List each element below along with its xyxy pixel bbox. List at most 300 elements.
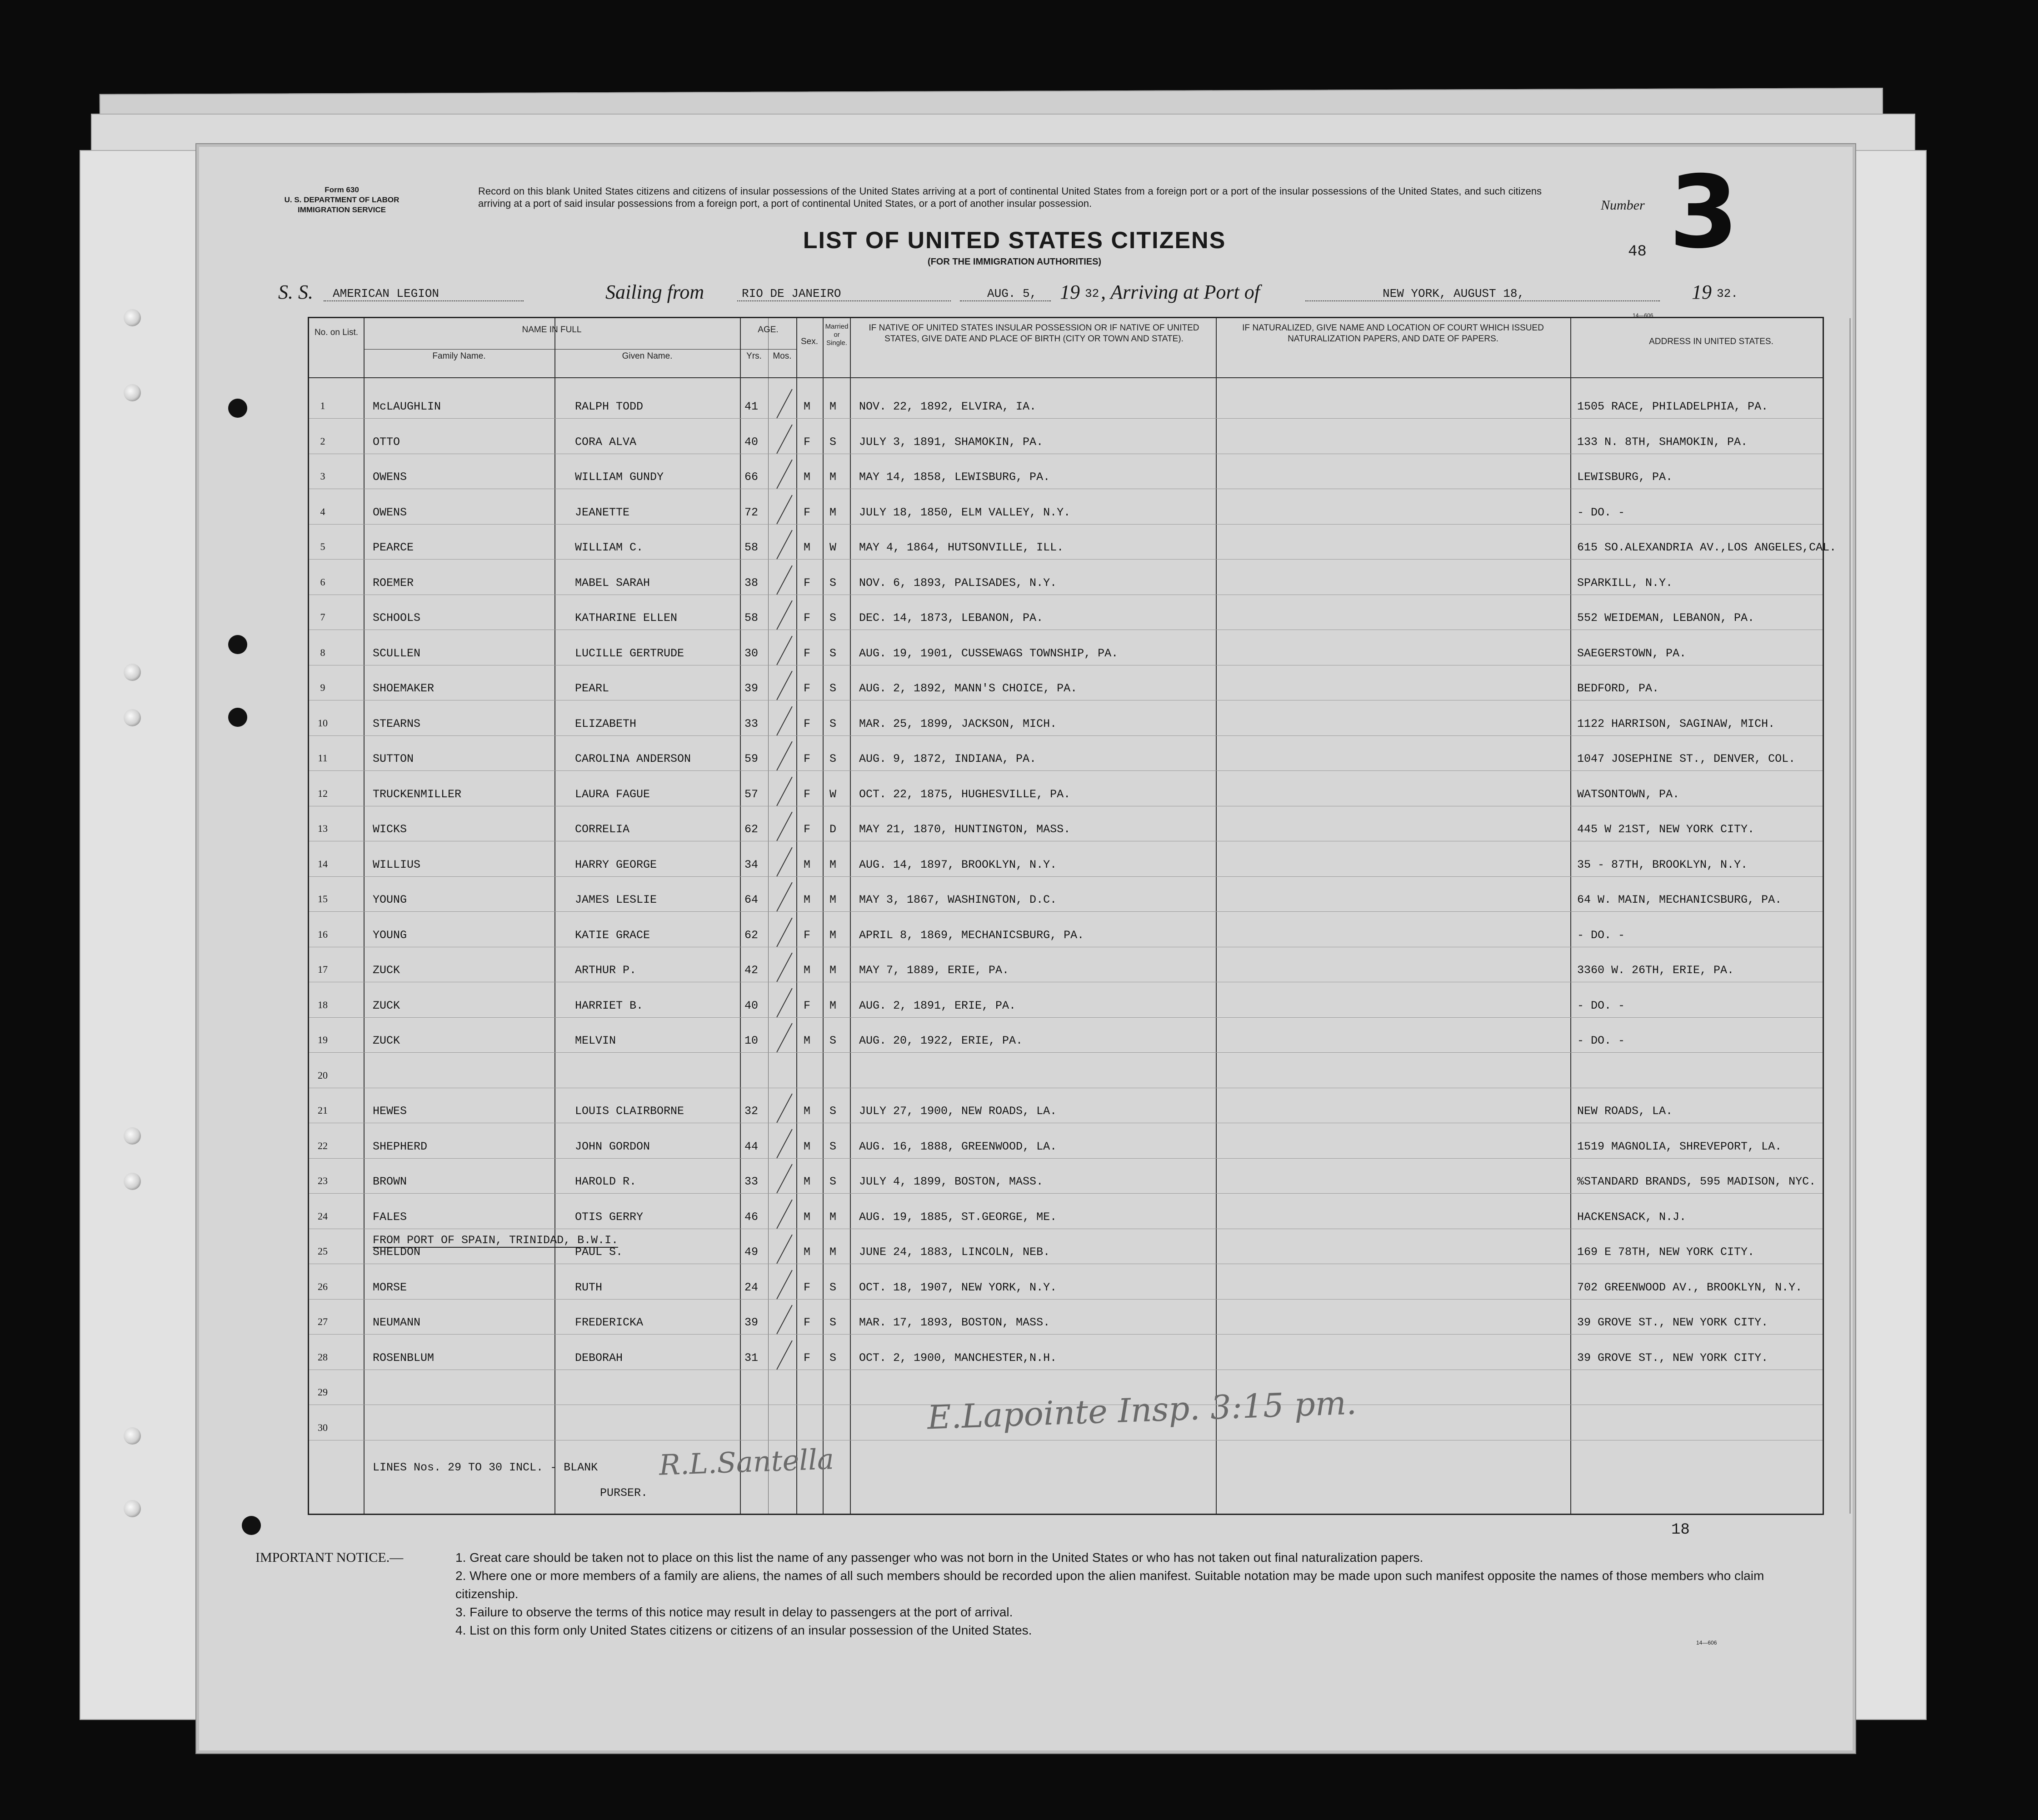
address: - DO. - bbox=[1577, 1034, 1625, 1047]
sex: M bbox=[804, 470, 811, 484]
check-mark bbox=[776, 776, 793, 806]
marital-status: M bbox=[829, 470, 837, 484]
given-name: JOHN GORDON bbox=[575, 1140, 650, 1153]
given-name: MABEL SARAH bbox=[575, 576, 650, 590]
age-years: 57 bbox=[744, 787, 759, 801]
marital-status: M bbox=[829, 999, 837, 1012]
given-name: HAROLD R. bbox=[575, 1175, 637, 1188]
marital-status: S bbox=[829, 1175, 837, 1188]
age-years: 72 bbox=[744, 505, 759, 519]
row-rule bbox=[309, 770, 1823, 771]
passenger-table bbox=[308, 317, 1837, 1515]
family-name: PEARCE bbox=[373, 541, 414, 554]
address: 1519 MAGNOLIA, SHREVEPORT, LA. bbox=[1577, 1140, 1782, 1153]
marital-status: S bbox=[829, 1140, 837, 1153]
notice-item: 3. Failure to observe the terms of this notice may result in delay to passengers at the port of arrival. bbox=[455, 1605, 1013, 1619]
sex: M bbox=[804, 893, 811, 906]
number-label: Number bbox=[1601, 198, 1645, 213]
check-mark bbox=[776, 1235, 793, 1264]
row-number: 2 bbox=[320, 435, 325, 447]
family-name: OWENS bbox=[373, 470, 407, 484]
sex: F bbox=[804, 435, 811, 449]
row-number: 10 bbox=[318, 717, 328, 729]
age-years: 39 bbox=[744, 682, 759, 695]
sailing-date: AUG. 5, bbox=[987, 287, 1037, 300]
age-years: 32 bbox=[744, 1105, 759, 1118]
marital-status: S bbox=[829, 1351, 837, 1365]
notice-item: 1. Great care should be taken not to place on this list the name of any passenger who was not born in the United States or who has not taken out final naturalization papers. bbox=[455, 1550, 1424, 1565]
family-name: SHOEMAKER bbox=[373, 682, 435, 695]
check-mark bbox=[776, 1305, 793, 1335]
family-name: SHEPHERD bbox=[373, 1140, 428, 1153]
sex: F bbox=[804, 1316, 811, 1329]
address: 445 W 21ST, NEW YORK CITY. bbox=[1577, 823, 1755, 836]
birth-date-place: MAY 14, 1858, LEWISBURG, PA. bbox=[859, 470, 1050, 484]
age-years: 62 bbox=[744, 823, 759, 836]
given-name: JAMES LESLIE bbox=[575, 893, 657, 906]
row-number: 12 bbox=[318, 787, 328, 799]
age-years: 33 bbox=[744, 1175, 759, 1188]
punch-hole bbox=[242, 1516, 261, 1535]
check-mark bbox=[776, 847, 793, 876]
row-number: 20 bbox=[318, 1069, 328, 1081]
sex: M bbox=[804, 541, 811, 554]
family-name: STEARNS bbox=[373, 717, 421, 730]
sex: F bbox=[804, 823, 811, 836]
ss-label: S. S. bbox=[278, 281, 313, 303]
birth-date-place: DEC. 14, 1873, LEBANON, PA. bbox=[859, 611, 1044, 625]
family-name: BROWN bbox=[373, 1175, 407, 1188]
address: - DO. - bbox=[1577, 999, 1625, 1012]
row-number: 17 bbox=[318, 964, 328, 975]
row-rule bbox=[309, 1193, 1823, 1194]
header-naturalized: IF NATURALIZED, GIVE NAME AND LOCATION OF COURT WHICH ISSUED NATURALIZATION PAPERS, AND DATE OF PAPERS. bbox=[1242, 323, 1544, 344]
birth-date-place: AUG. 19, 1885, ST.GEORGE, ME. bbox=[859, 1210, 1057, 1224]
sex: F bbox=[804, 682, 811, 695]
given-name: MELVIN bbox=[575, 1034, 616, 1047]
check-mark bbox=[776, 600, 793, 630]
sex: F bbox=[804, 646, 811, 660]
age-years: 10 bbox=[744, 1034, 759, 1047]
birth-date-place: JULY 18, 1850, ELM VALLEY, N.Y. bbox=[859, 505, 1071, 519]
birth-date-place: NOV. 6, 1893, PALISADES, N.Y. bbox=[859, 576, 1057, 590]
family-name: ZUCK bbox=[373, 964, 400, 977]
footer-code: 14—606 bbox=[1696, 1640, 1717, 1646]
address: HACKENSACK, N.J. bbox=[1577, 1210, 1687, 1224]
header-married-single: Married or Single. bbox=[825, 323, 849, 347]
family-name: NEUMANN bbox=[373, 1316, 421, 1329]
binder-hole bbox=[124, 1500, 141, 1517]
birth-date-place: OCT. 2, 1900, MANCHESTER,N.H. bbox=[859, 1351, 1057, 1365]
marital-status: S bbox=[829, 1316, 837, 1329]
row-number: 23 bbox=[318, 1175, 328, 1186]
sex: M bbox=[804, 1210, 811, 1224]
given-name: RUTH bbox=[575, 1280, 603, 1294]
given-name: ARTHUR P. bbox=[575, 964, 637, 977]
birth-date-place: AUG. 2, 1892, MANN'S CHOICE, PA. bbox=[859, 682, 1078, 695]
marital-status: S bbox=[829, 576, 837, 590]
age-years: 42 bbox=[744, 964, 759, 977]
given-name: CORRELIA bbox=[575, 823, 630, 836]
marital-status: S bbox=[829, 646, 837, 660]
row-number: 8 bbox=[320, 646, 325, 658]
given-name: DEBORAH bbox=[575, 1351, 623, 1365]
family-name: YOUNG bbox=[373, 928, 407, 942]
age-years: 33 bbox=[744, 717, 759, 730]
year-prefix: 19 bbox=[1060, 281, 1080, 303]
row-number: 18 bbox=[318, 999, 328, 1010]
check-mark bbox=[776, 635, 793, 665]
age-years: 24 bbox=[744, 1280, 759, 1294]
address: %STANDARD BRANDS, 595 MADISON, NYC. bbox=[1577, 1175, 1816, 1188]
address: BEDFORD, PA. bbox=[1577, 682, 1659, 695]
age-years: 46 bbox=[744, 1210, 759, 1224]
address: - DO. - bbox=[1577, 505, 1625, 519]
sex: F bbox=[804, 752, 811, 765]
sex: M bbox=[804, 858, 811, 871]
punch-hole bbox=[228, 635, 247, 654]
marital-status: M bbox=[829, 964, 837, 977]
address: 39 GROVE ST., NEW YORK CITY. bbox=[1577, 1316, 1768, 1329]
birth-date-place: AUG. 16, 1888, GREENWOOD, LA. bbox=[859, 1140, 1057, 1153]
address: 1122 HARRISON, SAGINAW, MICH. bbox=[1577, 717, 1775, 730]
header-given-name: Given Name. bbox=[622, 351, 673, 361]
family-name: MORSE bbox=[373, 1280, 407, 1294]
family-name: ROEMER bbox=[373, 576, 414, 590]
marital-status: M bbox=[829, 928, 837, 942]
row-number: 4 bbox=[320, 505, 325, 517]
address: NEW ROADS, LA. bbox=[1577, 1105, 1673, 1118]
marital-status: M bbox=[829, 893, 837, 906]
address: 1047 JOSEPHINE ST., DENVER, COL. bbox=[1577, 752, 1796, 765]
arriving-year: 32. bbox=[1717, 287, 1738, 300]
address: 552 WEIDEMAN, LEBANON, PA. bbox=[1577, 611, 1755, 625]
row-number: 27 bbox=[318, 1316, 328, 1327]
family-name: WILLIUS bbox=[373, 858, 421, 871]
row-number: 16 bbox=[318, 928, 328, 940]
row-number: 14 bbox=[318, 858, 328, 870]
marital-status: M bbox=[829, 858, 837, 871]
family-name: ROSENBLUM bbox=[373, 1351, 435, 1365]
check-mark bbox=[776, 424, 793, 454]
row-number: 11 bbox=[318, 752, 328, 764]
given-name: JEANETTE bbox=[575, 505, 630, 519]
row-number: 25 bbox=[318, 1245, 328, 1257]
family-name: ZUCK bbox=[373, 999, 400, 1012]
ship-name: AMERICAN LEGION bbox=[333, 287, 440, 300]
birth-date-place: MAR. 25, 1899, JACKSON, MICH. bbox=[859, 717, 1057, 730]
given-name: HARRY GEORGE bbox=[575, 858, 657, 871]
given-name: KATIE GRACE bbox=[575, 928, 650, 942]
row-number: 5 bbox=[320, 541, 325, 552]
address: 615 SO.ALEXANDRIA AV.,LOS ANGELES,CAL. bbox=[1577, 541, 1837, 554]
given-name: PEARL bbox=[575, 682, 609, 695]
given-name: CORA ALVA bbox=[575, 435, 637, 449]
sex: M bbox=[804, 1175, 811, 1188]
check-mark bbox=[776, 1094, 793, 1123]
binder-hole bbox=[124, 1427, 141, 1445]
address: SAEGERSTOWN, PA. bbox=[1577, 646, 1687, 660]
check-mark bbox=[776, 671, 793, 700]
header-mos: Mos. bbox=[773, 351, 792, 361]
family-name: SHELDON bbox=[373, 1245, 421, 1259]
address: 169 E 78TH, NEW YORK CITY. bbox=[1577, 1245, 1755, 1259]
arriving-label: , Arriving at Port of bbox=[1101, 281, 1260, 303]
row-rule bbox=[309, 524, 1823, 525]
address: WATSONTOWN, PA. bbox=[1577, 787, 1680, 801]
family-name: McLAUGHLIN bbox=[373, 400, 441, 413]
sailing-label: Sailing from bbox=[605, 281, 704, 303]
marital-status: S bbox=[829, 1034, 837, 1047]
header-family-name: Family Name. bbox=[432, 351, 486, 361]
birth-date-place: OCT. 18, 1907, NEW YORK, N.Y. bbox=[859, 1280, 1057, 1294]
birth-date-place: AUG. 19, 1901, CUSSEWAGS TOWNSHIP, PA. bbox=[859, 646, 1119, 660]
binder-hole bbox=[124, 664, 141, 681]
age-years: 44 bbox=[744, 1140, 759, 1153]
row-rule bbox=[309, 876, 1823, 877]
row-number: 9 bbox=[320, 682, 325, 693]
blank-lines-note: LINES Nos. 29 TO 30 INCL. - BLANK bbox=[373, 1461, 598, 1474]
marital-status: S bbox=[829, 1280, 837, 1294]
given-name: LOUIS CLAIRBORNE bbox=[575, 1105, 684, 1118]
check-mark bbox=[776, 495, 793, 524]
page-code: 18 bbox=[1671, 1521, 1690, 1539]
address: 1505 RACE, PHILADELPHIA, PA. bbox=[1577, 400, 1768, 413]
purser-label: PURSER. bbox=[600, 1486, 648, 1500]
sex: F bbox=[804, 787, 811, 801]
given-name: RALPH TODD bbox=[575, 400, 644, 413]
marital-status: S bbox=[829, 752, 837, 765]
age-years: 40 bbox=[744, 999, 759, 1012]
check-mark bbox=[776, 1270, 793, 1299]
age-years: 58 bbox=[744, 541, 759, 554]
check-mark bbox=[776, 917, 793, 947]
age-years: 38 bbox=[744, 576, 759, 590]
row-rule bbox=[309, 1299, 1823, 1300]
age-years: 49 bbox=[744, 1245, 759, 1259]
marital-status: W bbox=[829, 541, 837, 554]
sex: M bbox=[804, 1140, 811, 1153]
given-name: WILLIAM GUNDY bbox=[575, 470, 664, 484]
age-years: 58 bbox=[744, 611, 759, 625]
family-name: WICKS bbox=[373, 823, 407, 836]
check-mark bbox=[776, 988, 793, 1017]
check-mark bbox=[776, 706, 793, 735]
check-mark bbox=[776, 953, 793, 982]
sex: F bbox=[804, 928, 811, 942]
age-years: 40 bbox=[744, 435, 759, 449]
binder-hole bbox=[124, 709, 141, 726]
given-name: LUCILLE GERTRUDE bbox=[575, 646, 684, 660]
row-rule bbox=[309, 1158, 1823, 1159]
age-years: 30 bbox=[744, 646, 759, 660]
list-number: 3 bbox=[1669, 154, 1739, 270]
section-label: FROM PORT OF SPAIN, TRINIDAD, B.W.I. bbox=[373, 1234, 619, 1247]
check-mark bbox=[776, 812, 793, 841]
row-rule bbox=[309, 1017, 1823, 1018]
sex: F bbox=[804, 611, 811, 625]
family-name: SUTTON bbox=[373, 752, 414, 765]
given-name: FREDERICKA bbox=[575, 1316, 644, 1329]
voyage-line bbox=[278, 280, 1833, 308]
row-rule bbox=[309, 418, 1823, 419]
row-number: 1 bbox=[320, 400, 325, 411]
address: 3360 W. 26TH, ERIE, PA. bbox=[1577, 964, 1734, 977]
row-rule bbox=[309, 1334, 1823, 1335]
form-number: Form 630 bbox=[325, 185, 359, 194]
row-rule bbox=[309, 911, 1823, 912]
age-years: 31 bbox=[744, 1351, 759, 1365]
notice-heading: IMPORTANT NOTICE.— bbox=[255, 1550, 404, 1565]
marital-status: S bbox=[829, 1105, 837, 1118]
marital-status: D bbox=[829, 823, 837, 836]
address: 133 N. 8TH, SHAMOKIN, PA. bbox=[1577, 435, 1748, 449]
check-mark bbox=[776, 1129, 793, 1158]
family-name: ZUCK bbox=[373, 1034, 400, 1047]
given-name: LAURA FAGUE bbox=[575, 787, 650, 801]
address: LEWISBURG, PA. bbox=[1577, 470, 1673, 484]
row-rule bbox=[309, 1052, 1823, 1053]
sailing-from: RIO DE JANEIRO bbox=[742, 287, 841, 300]
birth-date-place: AUG. 20, 1922, ERIE, PA. bbox=[859, 1034, 1023, 1047]
row-number: 24 bbox=[318, 1210, 328, 1222]
header-yrs: Yrs. bbox=[746, 351, 762, 361]
row-number: 29 bbox=[318, 1386, 328, 1398]
header-address: ADDRESS IN UNITED STATES. bbox=[1649, 337, 1773, 346]
address: 39 GROVE ST., NEW YORK CITY. bbox=[1577, 1351, 1768, 1365]
row-number: 15 bbox=[318, 893, 328, 905]
header-name-in-full: NAME IN FULL bbox=[522, 325, 582, 335]
row-number: 13 bbox=[318, 823, 328, 834]
sex: F bbox=[804, 999, 811, 1012]
page-subtitle: (FOR THE IMMIGRATION AUTHORITIES) bbox=[927, 257, 1102, 267]
sheet-number: 48 bbox=[1628, 243, 1647, 260]
marital-status: M bbox=[829, 1210, 837, 1224]
age-years: 66 bbox=[744, 470, 759, 484]
header-birth: IF NATIVE OF UNITED STATES INSULAR POSSESSION OR IF NATIVE OF UNITED STATES, GIVE DATE AND PLACE OF BIRTH (CITY OR TOWN AND STATE). bbox=[869, 323, 1199, 344]
notice-item: 4. List on this form only United States citizens or citizens of an insular possession of the United States. bbox=[455, 1623, 1032, 1637]
notice-item: 2. Where one or more members of a family are aliens, the names of all such members should be recorded upon the alien manifest. Suitable notation may be made upon such manifest opposite the names of those members who claim citizenship. bbox=[455, 1569, 1764, 1601]
address: SPARKILL, N.Y. bbox=[1577, 576, 1673, 590]
check-mark bbox=[776, 565, 793, 595]
check-mark bbox=[776, 530, 793, 560]
binder-hole bbox=[124, 384, 141, 401]
family-name: HEWES bbox=[373, 1105, 407, 1118]
row-number: 19 bbox=[318, 1034, 328, 1045]
row-number: 30 bbox=[318, 1421, 328, 1433]
purser-signature: R.L.Santella bbox=[658, 1442, 835, 1482]
given-name: CAROLINA ANDERSON bbox=[575, 752, 691, 765]
page-title: LIST OF UNITED STATES CITIZENS bbox=[803, 227, 1226, 254]
row-number: 21 bbox=[318, 1105, 328, 1116]
birth-date-place: MAY 7, 1889, ERIE, PA. bbox=[859, 964, 1009, 977]
age-years: 59 bbox=[744, 752, 759, 765]
row-number: 7 bbox=[320, 611, 325, 623]
given-name: HARRIET B. bbox=[575, 999, 644, 1012]
family-name: YOUNG bbox=[373, 893, 407, 906]
age-years: 41 bbox=[744, 400, 759, 413]
age-years: 62 bbox=[744, 928, 759, 942]
record-instructions: Record on this blank United States citizens and citizens of insular possessions of the United States arriving at a port of continental United States from a foreign port or a port of the insular possessions of the United States, and such citizens arriving at a port of said insular possessions from a foreign port, a port of continental United States, or a port of another insular possession. bbox=[478, 185, 1542, 209]
header-sex: Sex. bbox=[800, 337, 819, 346]
sex: M bbox=[804, 400, 811, 413]
birth-date-place: MAY 3, 1867, WASHINGTON, D.C. bbox=[859, 893, 1057, 906]
birth-date-place: JULY 3, 1891, SHAMOKIN, PA. bbox=[859, 435, 1044, 449]
sex: M bbox=[804, 1105, 811, 1118]
sex: F bbox=[804, 505, 811, 519]
check-mark bbox=[776, 1164, 793, 1194]
marital-status: S bbox=[829, 717, 837, 730]
arriving-port: NEW YORK, AUGUST 18, bbox=[1383, 287, 1525, 300]
sex: F bbox=[804, 576, 811, 590]
check-mark bbox=[776, 1199, 793, 1229]
birth-date-place: JUNE 24, 1883, LINCOLN, NEB. bbox=[859, 1245, 1050, 1259]
binder-hole bbox=[124, 309, 141, 326]
address: - DO. - bbox=[1577, 928, 1625, 942]
sex: F bbox=[804, 717, 811, 730]
birth-date-place: AUG. 2, 1891, ERIE, PA. bbox=[859, 999, 1016, 1012]
birth-date-place: JULY 27, 1900, NEW ROADS, LA. bbox=[859, 1105, 1057, 1118]
birth-date-place: AUG. 9, 1872, INDIANA, PA. bbox=[859, 752, 1037, 765]
manifest-page bbox=[195, 143, 1856, 1754]
row-rule bbox=[309, 559, 1823, 560]
marital-status: M bbox=[829, 400, 837, 413]
service-name: IMMIGRATION SERVICE bbox=[298, 205, 386, 214]
given-name: PAUL S. bbox=[575, 1245, 623, 1259]
birth-date-place: MAY 4, 1864, HUTSONVILLE, ILL. bbox=[859, 541, 1064, 554]
birth-date-place: APRIL 8, 1869, MECHANICSBURG, PA. bbox=[859, 928, 1084, 942]
sailing-year: 32 bbox=[1085, 287, 1099, 300]
arriving-year-prefix: 19 bbox=[1692, 281, 1712, 303]
address: 35 - 87TH, BROOKLYN, N.Y. bbox=[1577, 858, 1748, 871]
birth-date-place: MAR. 17, 1893, BOSTON, MASS. bbox=[859, 1316, 1050, 1329]
inspector-signature: E.Lapointe Insp. 3:15 pm. bbox=[926, 1383, 1358, 1437]
sex: M bbox=[804, 1245, 811, 1259]
row-number: 28 bbox=[318, 1351, 328, 1363]
binder-hole bbox=[124, 1127, 141, 1145]
marital-status: S bbox=[829, 611, 837, 625]
row-number: 3 bbox=[320, 470, 325, 482]
marital-status: W bbox=[829, 787, 837, 801]
marital-status: M bbox=[829, 505, 837, 519]
row-number: 22 bbox=[318, 1140, 328, 1151]
birth-date-place: OCT. 22, 1875, HUGHESVILLE, PA. bbox=[859, 787, 1071, 801]
birth-date-place: MAY 21, 1870, HUNTINGTON, MASS. bbox=[859, 823, 1071, 836]
marital-status: M bbox=[829, 1245, 837, 1259]
marital-status: S bbox=[829, 682, 837, 695]
form-code: 14—606 bbox=[1633, 312, 1653, 319]
sex: M bbox=[804, 964, 811, 977]
punch-hole bbox=[228, 708, 247, 727]
family-name: SCULLEN bbox=[373, 646, 421, 660]
age-years: 34 bbox=[744, 858, 759, 871]
age-years: 39 bbox=[744, 1316, 759, 1329]
row-number: 6 bbox=[320, 576, 325, 588]
sex: M bbox=[804, 1034, 811, 1047]
marital-status: S bbox=[829, 435, 837, 449]
address: 64 W. MAIN, MECHANICSBURG, PA. bbox=[1577, 893, 1782, 906]
given-name: OTIS GERRY bbox=[575, 1210, 644, 1224]
family-name: FALES bbox=[373, 1210, 407, 1224]
row-rule bbox=[309, 735, 1823, 736]
binder-hole bbox=[124, 1173, 141, 1190]
check-mark bbox=[776, 741, 793, 771]
address: 702 GREENWOOD AV., BROOKLYN, N.Y. bbox=[1577, 1280, 1803, 1294]
check-mark bbox=[776, 1023, 793, 1053]
form-identifier bbox=[246, 185, 437, 215]
given-name: WILLIAM C. bbox=[575, 541, 644, 554]
birth-date-place: AUG. 14, 1897, BROOKLYN, N.Y. bbox=[859, 858, 1057, 871]
